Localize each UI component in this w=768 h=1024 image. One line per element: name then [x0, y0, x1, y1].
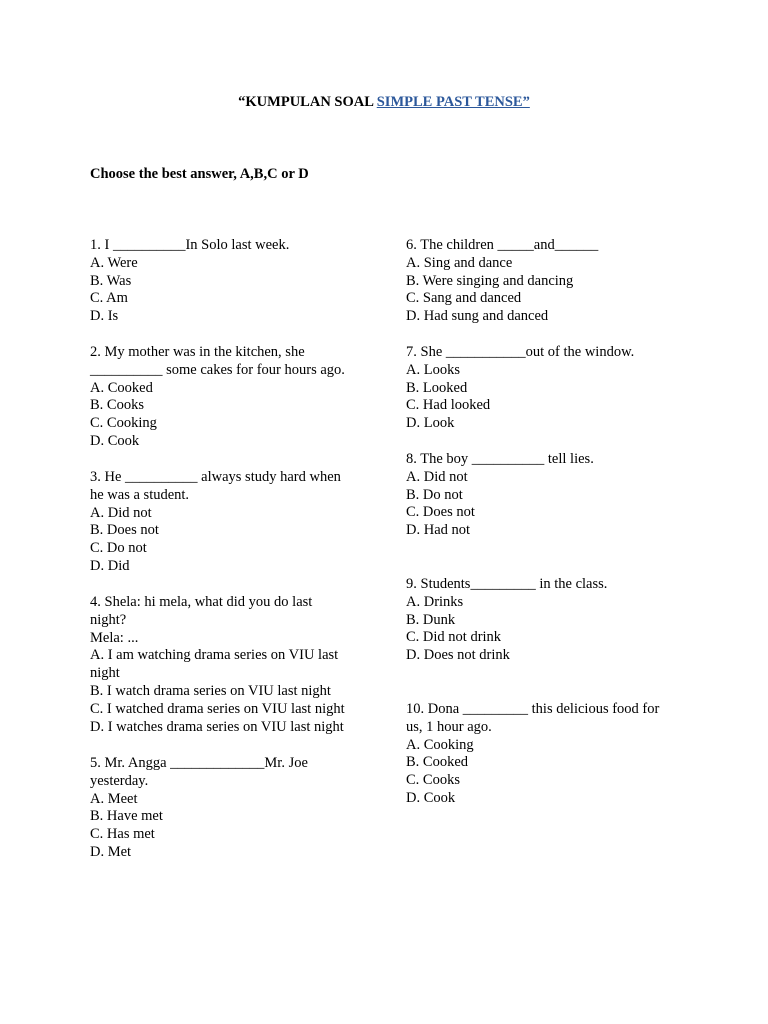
question-line: 4. Shela: hi mela, what did you do last	[90, 594, 313, 610]
answer-option: C. Sang and danced	[406, 290, 522, 307]
answer-option: A. Cooked	[90, 379, 153, 396]
answer-option: A. I am watching drama series on VIU last	[90, 647, 339, 664]
question-line: yesterday.	[90, 772, 149, 789]
question-line: 2. My mother was in the kitchen, she	[90, 344, 305, 360]
question-10	[406, 701, 686, 808]
question-line: 3. He __________ always study hard when	[90, 469, 341, 485]
answer-option: A. Did not	[406, 468, 468, 485]
title-prefix: “KUMPULAN SOAL	[238, 94, 377, 110]
question-line: Mela: ...	[90, 629, 139, 646]
question-8	[406, 451, 686, 540]
answer-option: C. Does not	[406, 504, 475, 521]
question-line: 9. Students_________ in the class.	[406, 576, 608, 592]
title-link[interactable]: SIMPLE PAST TENSE”	[376, 94, 530, 110]
document-title	[0, 93, 768, 111]
question-line: 8. The boy __________ tell lies.	[406, 451, 594, 467]
answer-option: B. Cooks	[90, 397, 144, 414]
answer-option: B. I watch drama series on VIU last night	[90, 682, 331, 699]
question-line: night?	[90, 611, 127, 628]
question-7	[406, 344, 686, 433]
answer-option: D. Look	[406, 415, 455, 432]
question-line: 5. Mr. Angga _____________Mr. Joe	[90, 755, 308, 771]
instructions: Choose the best answer, A,B,C or D	[90, 166, 309, 182]
answer-option: A. Did not	[90, 504, 152, 521]
question-1	[90, 237, 370, 326]
answer-option: B. Was	[90, 272, 132, 289]
question-line: 1. I __________In Solo last week.	[90, 237, 290, 253]
question-4	[90, 594, 370, 736]
answer-option: D. I watches drama series on VIU last night	[90, 718, 344, 735]
question-3	[90, 469, 370, 576]
answer-option: night	[90, 665, 120, 682]
answer-option: B. Does not	[90, 522, 159, 539]
question-6	[406, 237, 686, 326]
answer-option: A. Sing and dance	[406, 254, 513, 271]
question-9	[406, 576, 686, 665]
answer-option: A. Drinks	[406, 593, 464, 610]
answer-option: A. Looks	[406, 361, 460, 378]
question-5	[90, 755, 370, 862]
answer-option: B. Cooked	[406, 754, 469, 771]
question-line: __________ some cakes for four hours ago.	[90, 361, 345, 378]
answer-option: B. Dunk	[406, 611, 456, 628]
answer-option: D. Does not drink	[406, 647, 510, 664]
answer-option: A. Meet	[90, 790, 138, 807]
answer-option: C. Did not drink	[406, 629, 502, 646]
answer-option: D. Is	[90, 308, 119, 325]
question-line: he was a student.	[90, 486, 190, 503]
answer-option: B. Have met	[90, 808, 163, 825]
answer-option: D. Cook	[406, 789, 456, 806]
answer-option: C. Had looked	[406, 397, 491, 414]
answer-option: D. Met	[90, 843, 132, 860]
question-line: us, 1 hour ago.	[406, 718, 492, 735]
question-line: 10. Dona _________ this delicious food for	[406, 701, 660, 717]
answer-option: C. Has met	[90, 826, 155, 843]
question-line: 6. The children _____and______	[406, 237, 599, 253]
answer-option: C. Cooking	[90, 415, 157, 432]
answer-option: B. Looked	[406, 379, 468, 396]
answer-option: C. Do not	[90, 540, 147, 557]
answer-option: B. Do not	[406, 486, 463, 503]
answer-option: C. I watched drama series on VIU last night	[90, 700, 345, 717]
question-2	[90, 344, 370, 451]
answer-option: D. Had not	[406, 522, 471, 539]
answer-option: C. Am	[90, 290, 128, 307]
answer-option: A. Cooking	[406, 736, 474, 753]
answer-option: C. Cooks	[406, 772, 460, 789]
answer-option: D. Had sung and danced	[406, 308, 549, 325]
answer-option: D. Cook	[90, 432, 140, 449]
answer-option: B. Were singing and dancing	[406, 272, 574, 289]
question-line: 7. She ___________out of the window.	[406, 344, 635, 360]
answer-option: D. Did	[90, 557, 130, 574]
answer-option: A. Were	[90, 254, 138, 271]
